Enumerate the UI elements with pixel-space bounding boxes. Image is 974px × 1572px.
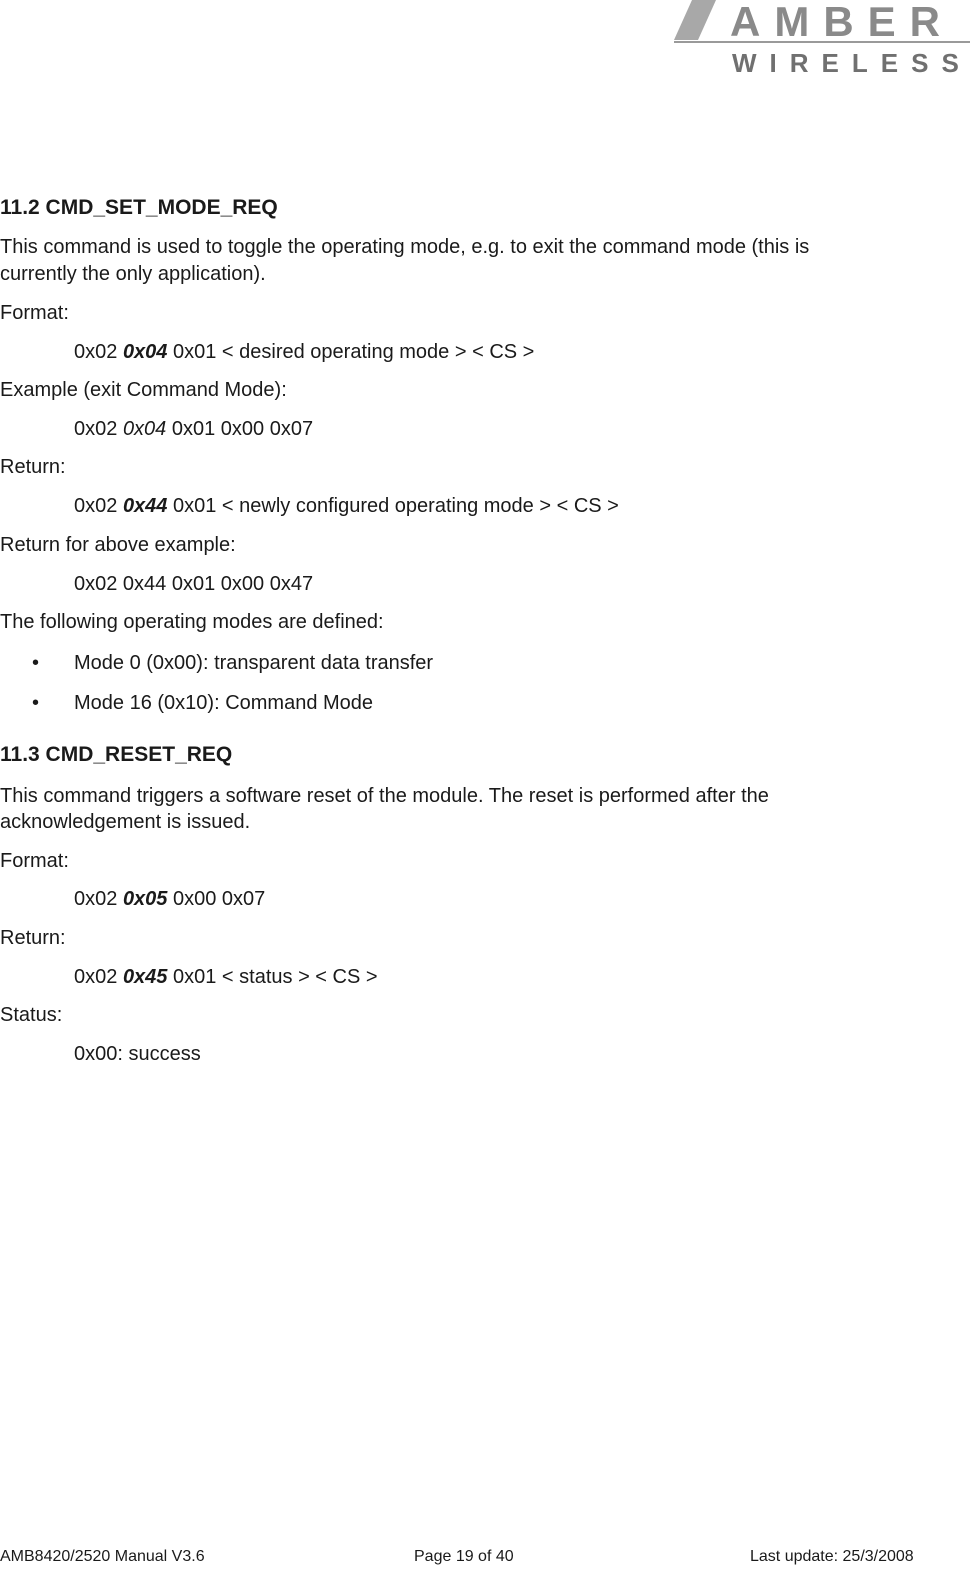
reset-format-prefix: 0x02: [74, 888, 123, 910]
reset-return-rest: 0x01 < status > < CS >: [167, 966, 378, 988]
example-line: [74, 418, 313, 441]
reset-return-prefix: 0x02: [74, 966, 123, 988]
status-label: Status:: [0, 1004, 63, 1026]
footer-last-update: Last update: 25/3/2008: [750, 1548, 914, 1565]
bullet-icon: •: [32, 692, 40, 714]
logo-text-top: AMBER: [730, 0, 954, 45]
format-label: Format:: [0, 302, 69, 324]
reset-format-rest: 0x00 0x07: [167, 888, 266, 910]
return-prefix: 0x02: [74, 495, 123, 517]
reset-format-line: [74, 888, 265, 911]
example-cmd: 0x04: [122, 418, 167, 440]
example-label: Example (exit Command Mode):: [0, 379, 287, 401]
example-rest: 0x01 0x00 0x07: [166, 418, 314, 440]
reset-format-label: Format:: [0, 850, 69, 872]
modes-intro: The following operating modes are defined:: [0, 611, 384, 633]
return-rest: 0x01 < newly configured operating mode > < CS >: [167, 495, 619, 517]
bullet-icon: •: [32, 652, 40, 674]
footer-page-number: Page 19 of 40: [414, 1548, 514, 1565]
footer-document-title: AMB8420/2520 Manual V3.6: [0, 1548, 205, 1565]
reset-return-label: Return:: [0, 927, 66, 949]
format-cmd: 0x04: [122, 341, 168, 363]
section-11-3-heading: 11.3 CMD_RESET_REQ: [0, 743, 233, 766]
section-11-2-desc-line2: currently the only application).: [0, 263, 266, 285]
amber-wireless-logo: [672, 0, 974, 80]
reset-return-cmd: 0x45: [122, 966, 168, 988]
format-prefix: 0x02: [74, 341, 123, 363]
mode-list-item: Mode 16 (0x10): Command Mode: [74, 692, 374, 714]
reset-return-line: [74, 966, 378, 989]
reset-format-cmd: 0x05: [122, 888, 168, 910]
return-cmd: 0x44: [122, 495, 168, 517]
return-line: [74, 495, 619, 518]
return-example-value: 0x02 0x44 0x01 0x00 0x47: [74, 573, 314, 595]
section-11-2-desc-line1: This command is used to toggle the operating mode, e.g. to exit the command mode (this is: [0, 236, 810, 258]
logo-text-bottom: WIRELESS: [732, 48, 972, 78]
status-value: 0x00: success: [74, 1043, 201, 1065]
section-11-3-desc-line1: This command triggers a software reset of the module. The reset is performed after the: [0, 785, 769, 807]
mode-list-item: Mode 0 (0x00): transparent data transfer: [74, 652, 434, 674]
section-11-3-desc-line2: acknowledgement is issued.: [0, 811, 251, 833]
format-line: [74, 341, 534, 364]
example-prefix: 0x02: [74, 418, 123, 440]
format-rest: 0x01 < desired operating mode > < CS >: [167, 341, 535, 363]
section-11-2-heading: 11.2 CMD_SET_MODE_REQ: [0, 196, 278, 219]
return-label: Return:: [0, 456, 66, 478]
return-example-label: Return for above example:: [0, 534, 236, 556]
